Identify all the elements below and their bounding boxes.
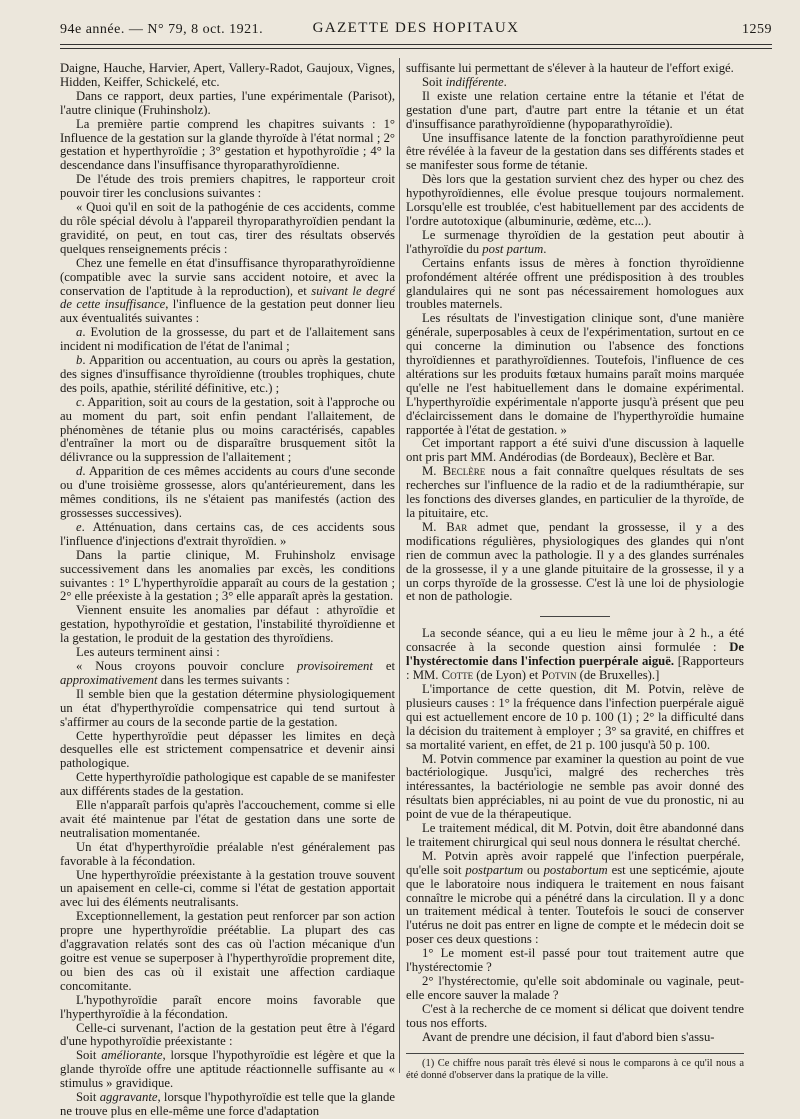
paragraph: d. Apparition de ces mêmes accidents au cours d'une seconde ou d'une troisième grossesse, alors qu'antérieurement, dans les mêmes conditions, ils ne s'étaient pas manifestés (action des grossesses successives). [60, 464, 395, 520]
issue-info: 94e année. — N° 79, 8 oct. 1921. [60, 22, 264, 37]
paragraph: Une hyperthyroïdie préexistante à la gestation trouve souvent un apaisement en celle-ci, comme si l'état de gestation apportait avec lui des éléments neutralisants. [60, 867, 395, 910]
paragraph: Viennent ensuite les anomalies par défaut : athyroïdie et gestation, hypothyroïdie et gestation, l'instabilité thyroïdienne et la gestation, le produit de la gestation des thyroïdiens. [60, 603, 395, 646]
paragraph: Les résultats de l'investigation clinique sont, d'une manière générale, superposables à ceux de l'expérimentation, surtout en ce qui concerne la diminution ou l'absence des fonctions thyroïdiennes et parathyroïdiennes. Toutefois, l'influence de ces altérations sur les produits fœtaux humains paraît moins marquée qu'elle ne l'est habituellement dans le domaine expérimental. L'hyperthyroïdie expérimentale n'apporte jusqu'à présent que peu d'éclaircissement dans le domaine de l'hyperthyroïdie humaine rapportée à l'état de gestation. » [406, 311, 744, 437]
paragraph: Daigne, Hauche, Harvier, Apert, Vallery-Radot, Gaujoux, Vignes, Hidden, Keiffer, Schickelé, etc. [60, 61, 395, 89]
paragraph: « Nous croyons pouvoir conclure provisoirement et approximativement dans les termes suivants : [60, 658, 395, 687]
section-separator [540, 616, 610, 617]
paragraph: e. Atténuation, dans certains cas, de ces accidents sous l'influence d'injections d'extrait thyroïdien. » [60, 519, 395, 548]
paragraph: De l'étude des trois premiers chapitres, le rapporteur croit pouvoir tirer les conclusions suivantes : [60, 172, 395, 201]
page-header [60, 18, 772, 44]
paragraph: M. Potvin après avoir rappelé que l'infection puerpérale, qu'elle soit postpartum ou postabortum est une septicémie, ajoute que le laboratoire nous indiquera le traitement en nous faisant connaître le microbe qui a pénétré dans la circulation. Il y a donc un traitement médical à tenter. Toutefois le souci de conserver l'utérus ne doit pas entrer en ligne de compte et le médecin doit se poser ces deux questions : [406, 848, 744, 947]
paragraph: Cette hyperthyroïdie peut dépasser les limites en deçà desquelles elle est strictement compensatrice et devenir ainsi pathologique. [60, 728, 395, 771]
paragraph: Dès lors que la gestation survient chez des hyper ou chez des hypothyroïdiennes, elle évolue presque toujours normalement. Lorsqu'elle est troublée, c'est habituellement par des accidents de l'ordre autotoxique (albuminurie, œdème, etc...). [406, 172, 744, 228]
header-rule-bottom [60, 48, 772, 49]
paragraph: suffisante lui permettant de s'élever à la hauteur de l'effort exigé. [406, 61, 734, 75]
paragraph: Il semble bien que la gestation détermine physiologiquement un état d'hyperthyroïdie compensatrice qui tend surtout à s'affirmer au cours de la seconde partie de la gestation. [60, 686, 395, 729]
paragraph: Exceptionnellement, la gestation peut renforcer par son action propre une hyperthyroïdie préétablie. La plupart des cas d'aggravation relatés sont des cas où l'action mécanique d'un goitre est venue se superposer à l'hyperthyroïdie proprement dite, ou bien des cas où il existait une affection cardiaque concomitante. [60, 909, 395, 993]
paragraph: Chez une femelle en état d'insuffisance thyroparathyroïdienne (compatible avec la survie sans accident notoire, et avec la conservation de l'aptitude à la reproduction), et suivant le degré de cette insuffisance, l'influence de la gestation peut donner lieu aux éventualités suivantes : [60, 255, 395, 326]
paragraph: Soit indifférente. [422, 74, 507, 89]
paragraph: Celle-ci survenant, l'action de la gestation peut être à l'égard d'une hypothyroïdie préexistante : [60, 1020, 395, 1049]
paragraph: c. Apparition, soit au cours de la gestation, soit à l'approche ou au moment du part, soit enfin pendant l'allaitement, de phénomènes de tétanie plus ou moins caractérisés, capables d'entraîner la mort ou de disparaître brusquement sitôt la délivrance ou la suppression de l'allaitement ; [60, 394, 395, 465]
paragraph: Soit aggravante, lorsque l'hypothyroïdie est telle que la glande ne trouve plus en elle-même une force d'adaptation [60, 1090, 395, 1118]
paragraph: L'hypothyroïdie paraît encore moins favorable que l'hyperthyroïdie à la fécondation. [60, 992, 395, 1021]
paragraph: Il existe une relation certaine entre la tétanie et l'état de gestation d'une part, d'autre part entre la tétanie et un état d'insuffisance parathyroïdienne (hypoparathyroïdie). [406, 88, 744, 131]
paragraph: M. Potvin commence par examiner la question au point de vue bactériologique. Jusqu'ici, malgré des recherches très intéressantes, la bactériologie ne semble pas avoir donné des résultats bien appréciables, ni au point de vue du pronostic, ni au point de vue de la thérapeutique. [406, 751, 744, 822]
column-divider [399, 58, 400, 1073]
publication-title: GAZETTE DES HOPITAUX [312, 20, 520, 36]
paragraph: Cette hyperthyroïdie pathologique est capable de se manifester aux différents stades de la gestation. [60, 770, 395, 799]
paragraph: b. Apparition ou accentuation, au cours ou après la gestation, des signes d'insuffisance thyroïdienne (troubles trophiques, chute des poils, apathie, stérilité définitive, etc.) ; [60, 353, 395, 395]
left-column [60, 62, 395, 1119]
page-number: 1259 [742, 22, 772, 37]
paragraph: L'importance de cette question, dit M. Potvin, relève de plusieurs causes : 1° la fréquence dans l'infection puerpérale aiguë qui est actuellement encore de 10 p. 100 (1) ; 2° la difficulté dans la décision du traitement à employer ; 3° sa gravité, en chiffres et sa mortalité varient, en effet, de 21 p. 100 jusqu'à 50 p. 100. [406, 681, 744, 752]
paragraph: a. Evolution de la grossesse, du part et de l'allaitement sans incident ni modification de l'état de l'animal ; [60, 325, 395, 354]
footnote-rule [406, 1053, 744, 1054]
paragraph: Une insuffisance latente de la fonction parathyroïdienne peut être révélée à la faveur de la gestation dans ses différents stades et se manifester sous forme de tétanie. [406, 130, 744, 173]
paragraph: Cet important rapport a été suivi d'une discussion à laquelle ont pris part MM. Andérodias (de Bordeaux), Beclère et Bar. [406, 436, 744, 465]
paragraph: Elle n'apparaît parfois qu'après l'accouchement, comme si elle avait été maintenue par l'état de gestation dans une sorte de neutralisation momentanée. [60, 798, 395, 840]
header-rule-top [60, 44, 772, 45]
paragraph: Le traitement médical, dit M. Potvin, doit être abandonné dans le traitement chirurgical qui seul nous donnera le résultat cherché. [406, 821, 744, 849]
paragraph: 1° Le moment est-il passé pour tout traitement autre que l'hystérectomie ? [406, 946, 744, 975]
paragraph: Le surmenage thyroïdien de la gestation peut aboutir à l'athyroïdie du post partum. [406, 227, 744, 256]
paragraph: Dans ce rapport, deux parties, l'une expérimentale (Parisot), l'autre clinique (Fruhinsholz). [60, 88, 395, 117]
paragraph: Un état d'hyperthyroïdie préalable n'est généralement pas favorable à la fécondation. [60, 839, 395, 868]
paragraph: C'est à la recherche de ce moment si délicat que doivent tendre tous nos efforts. [406, 1001, 744, 1030]
paragraph: La première partie comprend les chapitres suivants : 1° Influence de la gestation sur la glande thyroïde à l'état normal ; 2° gestation et hyperthyroïdie ; 3° gestation et hypothyroïdie ; 4° la descendance dans l'insuffisance thyroparathyroïdienne. [60, 116, 395, 173]
paragraph: M. Beclère nous a fait connaître quelques résultats de ses recherches sur l'influence de la radio et de la radiumthérapie, sur les fonctions des diverses glandes, en particulier de la thyroïde, de la pituitaire, etc. [406, 464, 744, 520]
paragraph: M. Bar admet que, pendant la grossesse, il y a des modifications régulières, physiologiques des glandes qui n'ont rien de commun avec la pathologie. Il y a des glandes surrénales de la grossesse, il y a une glande pituitaire de la grossesse, il y a un corps thyroïde de la grossesse. C'est là une loi de physiologie et non de pathologie. [406, 519, 744, 604]
paragraph: Soit améliorante, lorsque l'hypothyroïdie est légère et que la glande thyroïde offre une aptitude réactionnelle suffisante au « stimulus » gravidique. [60, 1048, 395, 1091]
paragraph: Les auteurs terminent ainsi : [76, 645, 220, 660]
paragraph: 2° l'hystérectomie, qu'elle soit abdominale ou vaginale, peut-elle encore sauver la malade ? [406, 974, 744, 1002]
paragraph: La seconde séance, qui a eu lieu le même jour à 2 h., a été consacrée à la seconde question ainsi formulée : De l'hystérectomie dans l'infection puerpérale aiguë. [Rapporteurs : MM. Cotte (de Lyon) et Potvin (de Bruxelles).] [406, 626, 744, 683]
paragraph: « Quoi qu'il en soit de la pathogénie de ces accidents, comme du rôle spécial dévolu à l'appareil thyroparathyroïdien pendant la gravidité, on peut, en tout cas, tirer des résultats observés quelques renseignements précis : [60, 200, 395, 256]
paragraph: Avant de prendre une décision, il faut d'abord bien s'assu- [422, 1029, 715, 1044]
paragraph: Certains enfants issus de mères à fonction thyroïdienne profondément altérée offrent une prédisposition à des troubles glandulaires qui ne sont pas nécessairement homologues aux troubles maternels. [406, 255, 744, 312]
right-column [406, 62, 744, 1082]
paragraph: Dans la partie clinique, M. Fruhinsholz envisage successivement dans les anomalies par excès, les conditions suivantes : 1° L'hyperthyroïdie apparaît au cours de la gestation ; 2° elle préexiste à la gestation ; 3° elle apparaît après la gestation. [60, 547, 395, 604]
footnote: (1) Ce chiffre nous paraît très élevé si nous le comparons à ce qu'il nous a été donné d'observer dans la pratique de la ville. [406, 1057, 744, 1081]
